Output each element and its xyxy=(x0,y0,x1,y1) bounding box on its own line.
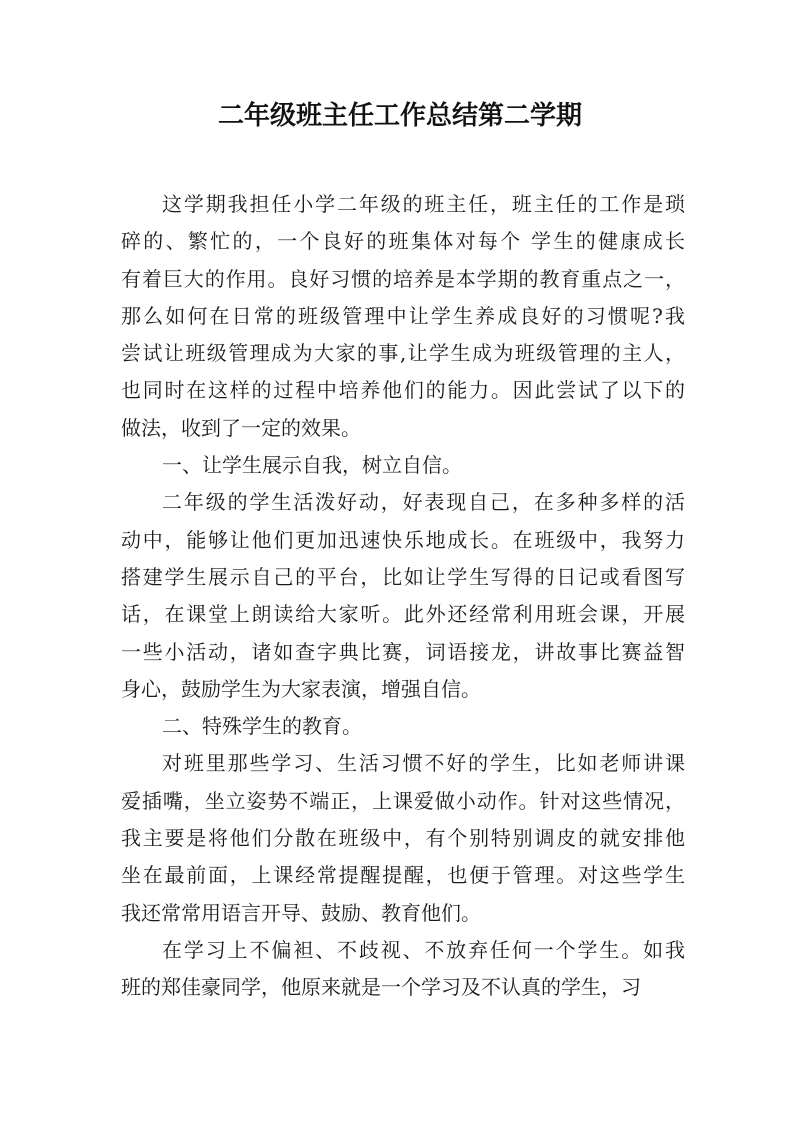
body-line: 也同时在这样的过程中培养他们的能力。因此尝试了以下的 xyxy=(121,378,685,403)
body-line: 碎的、繁忙的，一个良好的班集体对每个 学生的健康成长 xyxy=(121,229,685,254)
body-line: 做法，收到了一定的效果。 xyxy=(121,415,361,440)
body-line: 一些小活动，诸如查字典比赛，词语接龙，讲故事比赛益智 xyxy=(121,639,685,664)
body-line: 二、特殊学生的教育。 xyxy=(162,714,362,739)
document-body xyxy=(121,186,685,1007)
body-line: 动中，能够让他们更加迅速快乐地成长。在班级中，我努力 xyxy=(121,527,685,552)
body-line: 尝试让班级管理成为大家的事,让学生成为班级管理的主人， xyxy=(121,341,685,366)
body-line: 这学期我担任小学二年级的班主任，班主任的工作是琐 xyxy=(162,192,685,216)
body-line: 我主要是将他们分散在班级中，有个别特别调皮的就安排他 xyxy=(121,826,685,851)
body-line: 坐在最前面，上课经常提醒提醒，也便于管理。对这些学生 xyxy=(121,863,685,888)
body-line: 有着巨大的作用。良好习惯的培养是本学期的教育重点之一， xyxy=(121,266,685,291)
body-line: 对班里那些学习、生活习惯不好的学生，比如老师讲课 xyxy=(162,751,685,776)
body-line: 在学习上不偏袒、不歧视、不放弃任何一个学生。如我 xyxy=(162,937,685,962)
body-line: 二年级的学生活泼好动，好表现自己，在多种多样的活 xyxy=(162,490,685,515)
body-line: 我还常常用语言开导、鼓励、教育他们。 xyxy=(121,900,481,925)
body-line: 那么如何在日常的班级管理中让学生养成良好的习惯呢?我 xyxy=(121,303,685,328)
body-line: 班的郑佳豪同学，他原来就是一个学习及不认真的学生，习 xyxy=(121,975,641,1000)
body-line: 爱插嘴，坐立姿势不端正，上课爱做小动作。针对这些情况， xyxy=(121,788,685,813)
document-title: 二年级班主任工作总结第二学期 xyxy=(217,101,582,131)
body-line: 搭建学生展示自己的平台，比如让学生写得的日记或看图写 xyxy=(121,564,685,589)
body-line: 一、让学生展示自我，树立自信。 xyxy=(162,453,462,478)
body-line: 身心，鼓励学生为大家表演，增强自信。 xyxy=(121,676,481,701)
body-line: 话，在课堂上朗读给大家听。此外还经常利用班会课，开展 xyxy=(121,602,685,627)
